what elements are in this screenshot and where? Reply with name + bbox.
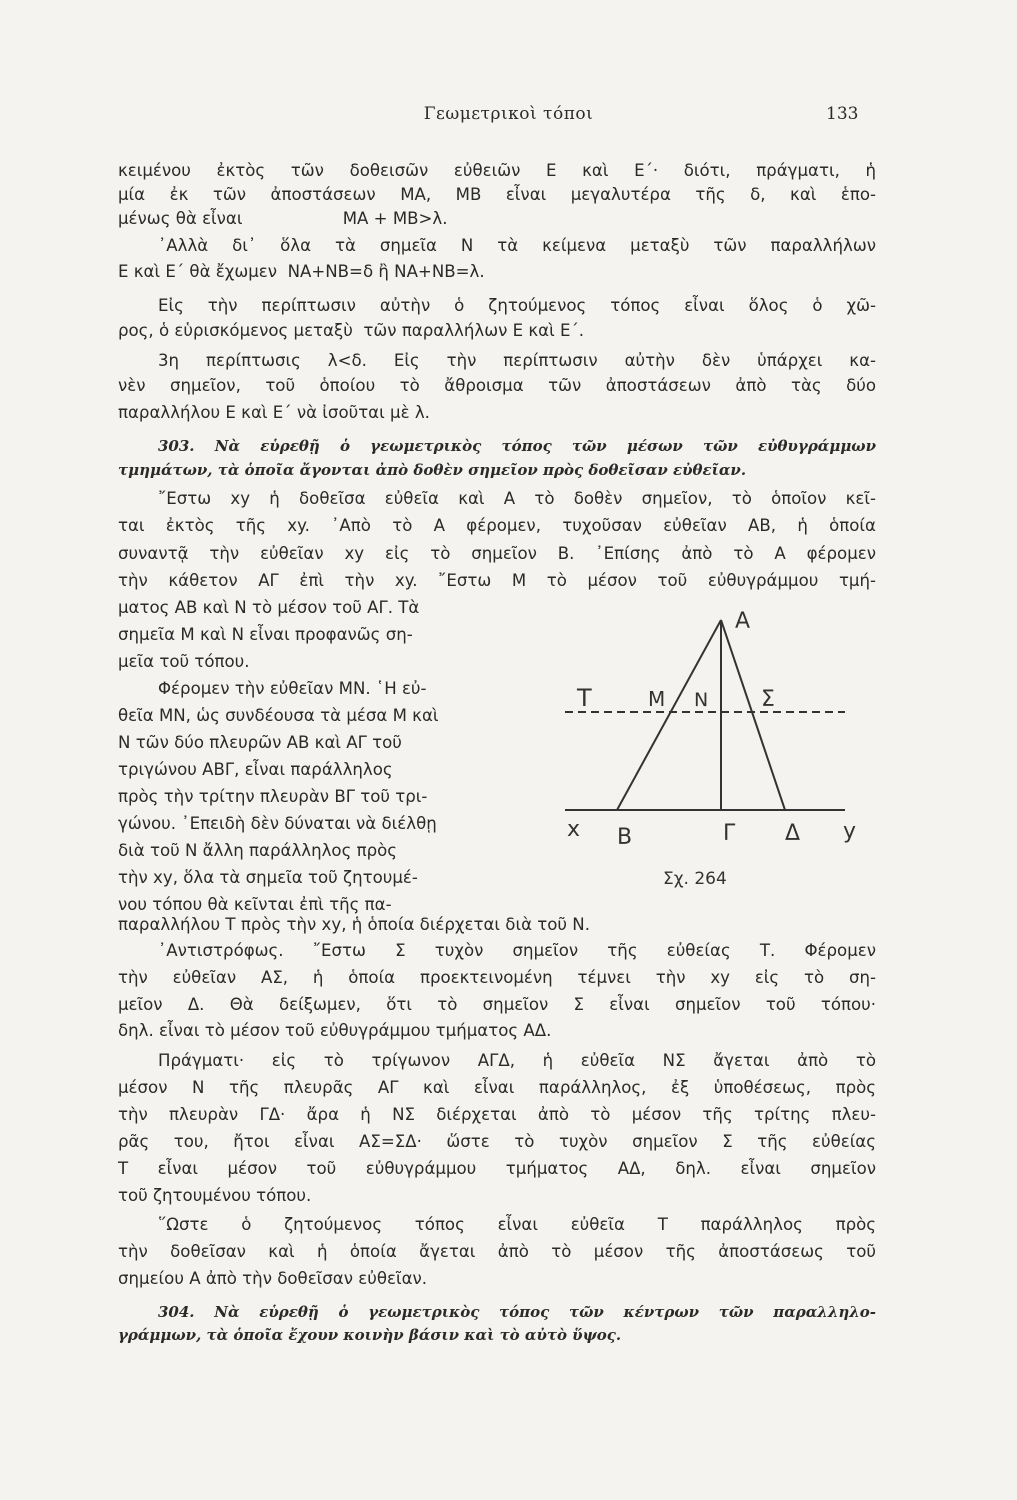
text-line: κειμένου ἐκτὸς τῶν δοθεισῶν εὐθειῶν Ε καὶ Ε΄· διότι, πράγματι, ἡ — [118, 161, 876, 180]
problem-304-title-cont: γράμμων, τὰ ὁποῖα ἔχουν κοινὴν βάσιν καὶ τὸ αὐτὸ ὕψος. — [118, 1326, 622, 1344]
text-line: Ε καὶ Ε΄ θὰ ἔχωμεν ΝΑ+ΝΒ=δ ἢ ΝΑ+ΝΒ=λ. — [118, 262, 485, 281]
label-b: Β — [617, 825, 633, 850]
page-number: 133 — [826, 104, 859, 124]
text-line: συναντᾷ τὴν εὐθεῖαν xy εἰς τὸ σημεῖον Β. ᾿Επίσης ἀπὸ τὸ Α φέρομεν — [118, 544, 876, 563]
problem-303-title-cont: τμημάτων, τὰ ὁποῖα ἄγονται ἀπὸ δοθὲν σημεῖον πρὸς δοθεῖσαν εὐθεῖαν. — [118, 461, 747, 479]
text-line: τὴν κάθετον ΑΓ ἐπὶ τὴν xy. ῎Εστω Μ τὸ μέσον τοῦ εὐθυγράμμου τμή- — [118, 571, 876, 590]
label-x: x — [567, 817, 581, 842]
text-line: ῞Ωστε ὁ ζητούμενος τόπος εἶναι εὐθεῖα Τ παράλληλος πρὸς — [158, 1215, 876, 1234]
text-line: ρος, ὁ εὑρισκόμενος μεταξὺ τῶν παραλλήλων Ε καὶ Ε΄. — [118, 321, 585, 340]
label-d: Δ — [785, 821, 801, 846]
text-line: θεῖα ΜΝ, ὡς συνδέουσα τὰ μέσα Μ καὶ — [118, 706, 439, 725]
text-line: μεῖον Δ. Θὰ δείξωμεν, ὅτι τὸ σημεῖον Σ εἶναι σημεῖον τοῦ τόπου· — [118, 995, 876, 1014]
text-line: τὴν xy, ὅλα τὰ σημεῖα τοῦ ζητουμέ- — [118, 868, 418, 887]
text-line: μία ἐκ τῶν ἀποστάσεων ΜΑ, ΜΒ εἶναι μεγαλυτέρα τῆς δ, καὶ ἑπο- — [118, 185, 876, 204]
text-line: μέσον Ν τῆς πλευρᾶς ΑΓ καὶ εἶναι παράλληλος, ἐξ ὑποθέσεως, πρὸς — [118, 1078, 876, 1097]
text-line: Εἰς τὴν περίπτωσιν αὐτὴν ὁ ζητούμενος τόπος εἶναι ὅλος ὁ χῶ- — [158, 296, 876, 315]
text-line: σημείου Α ἀπὸ τὴν δοθεῖσαν εὐθεῖαν. — [118, 1269, 428, 1288]
page-header-title: Γεωμετρικοὶ τόποι — [423, 104, 594, 124]
text-line: τὴν δοθεῖσαν καὶ ἡ ὁποία ἄγεται ἀπὸ τὸ μέσον τῆς ἀποστάσεως τοῦ — [118, 1242, 876, 1261]
text-line: νὲν σημεῖον, τοῦ ὁποίου τὸ ἄθροισμα τῶν ἀποστάσεων ἀπὸ τὰς δύο — [118, 376, 876, 395]
text-line: ρᾶς του, ἤτοι εἶναι ΑΣ=ΣΔ· ὥστε τὸ τυχὸν σημεῖον Σ τῆς εὐθείας — [118, 1132, 876, 1151]
label-a: Α — [735, 609, 751, 634]
text-line: μεῖα τοῦ τόπου. — [118, 652, 250, 671]
text-line: σημεῖα Μ καὶ Ν εἶναι προφανῶς ση- — [118, 625, 413, 644]
problem-304-title: 304. Νὰ εὑρεθῇ ὁ γεωμετρικὸς τόπος τῶν κέντρων τῶν παραλληλο- — [158, 1303, 876, 1321]
text-line: τοῦ ζητουμένου τόπου. — [118, 1186, 312, 1205]
segment-ab — [617, 620, 721, 810]
figure-caption: Σχ. 264 — [663, 869, 727, 889]
text-line: παραλλήλου Ε καὶ Ε΄ νὰ ἰσοῦται μὲ λ. — [118, 403, 430, 422]
label-s: Σ — [761, 687, 775, 712]
text-line: Τ εἶναι μέσον τοῦ εὐθυγράμμου τμήματος ΑΔ, δηλ. εἶναι σημεῖον — [118, 1159, 876, 1178]
text-line: τριγώνου ΑΒΓ, εἶναι παράλληλος — [118, 760, 393, 779]
text-line: νου τόπου θὰ κεῖνται ἐπὶ τῆς πα- — [118, 895, 392, 914]
label-g: Γ — [723, 821, 736, 846]
text-line: Πράγματι· εἰς τὸ τρίγωνον ΑΓΔ, ἡ εὐθεῖα ΝΣ ἄγεται ἀπὸ τὸ — [158, 1051, 876, 1070]
text-line: ῎Εστω xy ἡ δοθεῖσα εὐθεῖα καὶ Α τὸ δοθὲν σημεῖον, τὸ ὁποῖον κεῖ- — [158, 489, 876, 508]
segment-ad — [721, 620, 785, 810]
text-line: μένως θὰ εἶναι ΜΑ + ΜΒ>λ. — [118, 209, 448, 228]
text-line: ᾿Αλλὰ δι᾿ ὅλα τὰ σημεῖα Ν τὰ κείμενα μεταξὺ τῶν παραλλήλων — [158, 236, 876, 255]
text-line: παραλλήλου Τ πρὸς τὴν xy, ἡ ὁποία διέρχεται διὰ τοῦ Ν. — [118, 915, 590, 934]
text-line: Ν τῶν δύο πλευρῶν ΑΒ καὶ ΑΓ τοῦ — [118, 733, 402, 752]
text-line: Φέρομεν τὴν εὐθεῖαν ΜΝ. ῾Η εὐ- — [158, 679, 427, 698]
text-line: ται ἐκτὸς τῆς xy. ᾿Απὸ τὸ Α φέρομεν, τυχοῦσαν εὐθεῖαν ΑΒ, ἡ ὁποία — [118, 516, 876, 535]
problem-303-title: 303. Νὰ εὑρεθῇ ὁ γεωμετρικὸς τόπος τῶν μέσων τῶν εὐθυγράμμων — [158, 437, 876, 455]
text-line: ᾿Αντιστρόφως. ῎Εστω Σ τυχὸν σημεῖον τῆς εὐθείας Τ. Φέρομεν — [158, 941, 876, 960]
text-line: πρὸς τὴν τρίτην πλευρὰν ΒΓ τοῦ τρι- — [118, 787, 428, 806]
label-y: y — [843, 819, 857, 844]
text-line: τὴν εὐθεῖαν ΑΣ, ἡ ὁποία προεκτεινομένη τέμνει τὴν xy εἰς τὸ ση- — [118, 968, 876, 987]
label-t: Τ — [577, 684, 592, 712]
text-line: τὴν πλευρὰν ΓΔ· ἄρα ἡ ΝΣ διέρχεται ἀπὸ τὸ μέσον τῆς τρίτης πλευ- — [118, 1105, 876, 1124]
figure-264 — [555, 600, 865, 900]
text-line: 3η περίπτωσις λ<δ. Εἰς τὴν περίπτωσιν αὐτὴν δὲν ὑπάρχει κα- — [158, 351, 876, 370]
text-line: γώνου. ᾿Επειδὴ δὲν δύναται νὰ διέλθῃ — [118, 814, 437, 833]
text-line: διὰ τοῦ Ν ἄλλη παράλληλος πρὸς — [118, 841, 398, 860]
label-n: Ν — [694, 689, 709, 711]
label-m: Μ — [648, 687, 666, 711]
text-line: ματος ΑΒ καὶ Ν τὸ μέσον τοῦ ΑΓ. Τὰ — [118, 598, 420, 617]
text-line: δηλ. εἶναι τὸ μέσον τοῦ εὐθυγράμμου τμήματος ΑΔ. — [118, 1021, 552, 1040]
